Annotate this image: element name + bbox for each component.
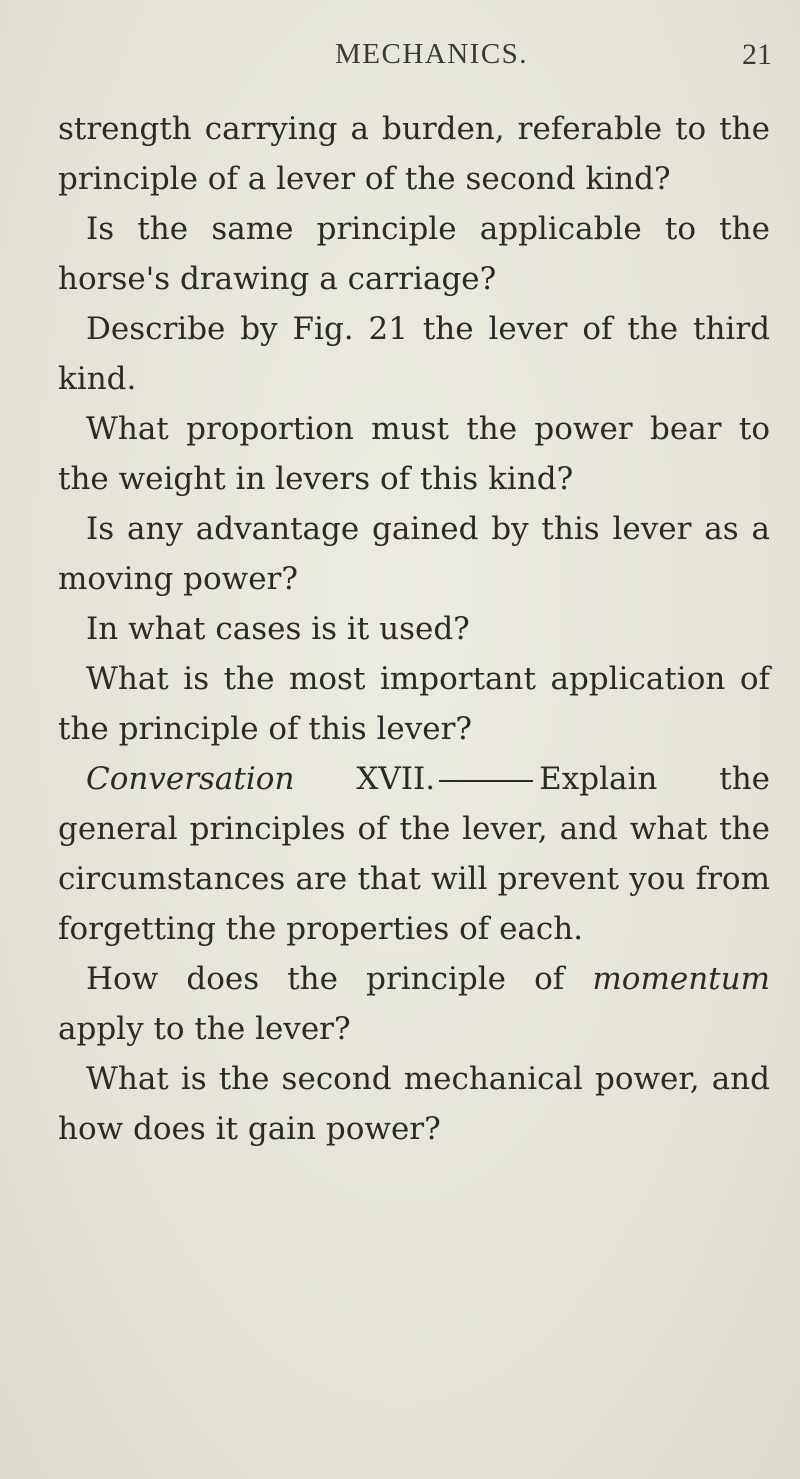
paragraph-advantage-question: Is any advantage gained by this lever as a moving power?: [58, 511, 770, 597]
em-rule: [439, 780, 533, 782]
conversation-label: Conversation: [86, 761, 295, 797]
paragraph-cases-question: In what cases is it used?: [86, 611, 470, 647]
body-text: [58, 104, 770, 1154]
paragraph-momentum-question: [58, 954, 770, 1054]
paragraph-second-power-question: What is the second mechanical power, and how does it gain power?: [58, 1061, 770, 1147]
paragraph-conversation-xvii: [58, 754, 770, 954]
momentum-before: How does the principle of: [86, 961, 565, 997]
conversation-number: XVII.: [356, 761, 436, 797]
conversation-text: Explain the general principles of the lever, and what the circumstances are that will prevent you from forgetting the properties of each.: [58, 761, 771, 947]
running-head: [0, 38, 800, 82]
paragraph-proportion-question: What proportion must the power bear to the weight in levers of this kind?: [58, 411, 770, 497]
paragraph-application-question: What is the most important application of the principle of this lever?: [58, 661, 770, 747]
page-number: 21: [742, 38, 772, 71]
paragraph-burden-question: strength carrying a burden, referable to the principle of a lever of the second kind?: [58, 111, 770, 197]
paragraph-horse-question: Is the same principle applicable to the horse's drawing a carriage?: [58, 211, 770, 297]
momentum-term: momentum: [592, 961, 770, 997]
momentum-after: apply to the lever?: [58, 1011, 351, 1047]
paragraph-third-kind-lever: Describe by Fig. 21 the lever of the third kind.: [58, 311, 770, 397]
running-head-title: MECHANICS.: [335, 38, 529, 70]
